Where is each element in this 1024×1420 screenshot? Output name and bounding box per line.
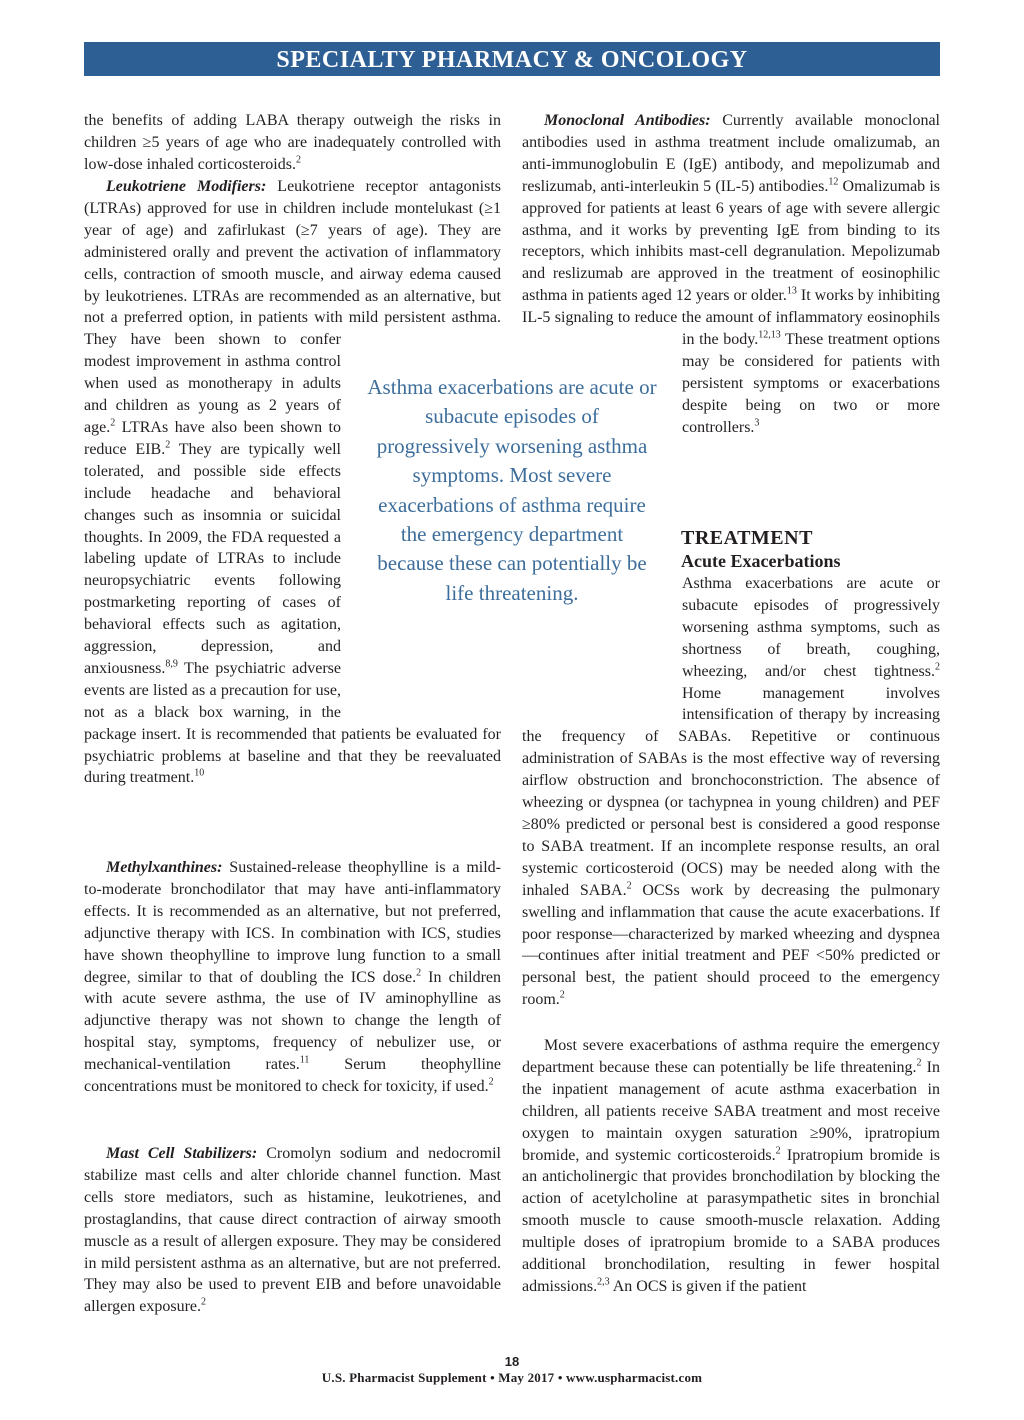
section-banner: SPECIALTY PHARMACY & ONCOLOGY [84, 42, 940, 76]
citation-ref: 2 [110, 417, 116, 429]
col2-paragraph-severe-exacerbations [522, 1035, 940, 1298]
citation-ref: 11 [299, 1054, 310, 1066]
citation-ref: 2 [201, 1297, 206, 1309]
body-text: Omalizumab is approved for patients at least 6 years of age with severe allergic asthma, and it works by preventing IgE from binding to its receptors, which inhibits mast-cell degranulation. Mepolizumab and reslizumab are approved in the treatment of eosinophilic asthma in patients aged 12 years or older. [522, 177, 941, 305]
body-text: Serum theophylline concentrations must be monitored to check for toxicity, if used. [84, 1056, 501, 1096]
body-text: Home management involves intensification of therapy by increasing the frequency of SABAs. Repetitive or continuous administration of SABAs is the most effective way of reversing airflow obstruction and bronchoconstriction. The absence of wheezing or dyspnea (or tachypnea in young children) and PEF ≥80% predicted or personal best is considered a good response to SABA treatment. If an incomplete response results, an oral systemic corticosteroid (OCS) may be needed along with the inhaled SABA. [522, 684, 940, 899]
body-text: OCSs work by decreasing the pulmonary swelling and inflammation that cause the acute exacerbations. If poor response—characterized by marked wheezing and dyspnea—continues after initial treatment and PEF <50% predicted or personal best, the patient should proceed to the emergency room. [522, 881, 940, 1009]
col1-paragraph-methylxanthines [84, 857, 501, 1098]
citation-ref: 2 [775, 1145, 781, 1157]
body-text: Asthma exacerbations are acute or subacute episodes of progressively worsening asthma symptoms, such as shortness of breath, coughing, wheezing, and/or chest tightness. [682, 575, 940, 680]
subsection-heading-acute-exacerbations: Acute Exacerbations [681, 551, 841, 571]
wrap-spacer [522, 573, 682, 705]
page-number: 18 [504, 1354, 520, 1369]
citation-ref: 2,3 [597, 1276, 610, 1288]
citation-ref: 2 [165, 439, 171, 451]
citation-ref: 12,13 [758, 329, 781, 341]
subheading-leukotriene-modifiers: Leukotriene Modifiers: [106, 178, 267, 195]
body-text: In the inpatient management of acute asthma exacerbation in children, all patients receive SABA treatment and most receive oxygen to maintain oxygen saturation ≥90%, ipratropium bromide, and systemic corticosteroids. [522, 1058, 941, 1164]
body-text: In children with acute severe asthma, the use of IV aminophylline as adjunctive therapy was not shown to change the length of hospital stay, symptoms, frequency of nebulizer use, or mechanical-ventilation rates. [84, 968, 502, 1074]
pull-quote: Asthma exacerbations are acute or subacute episodes of progressively worsening asthma symptoms. Most severe exacerbations of asthma require the emergency department because these can potentially be life threatening. [367, 375, 657, 605]
wrap-spacer [522, 334, 682, 512]
body-text: They are typically well tolerated, and possible side effects include headache and behavioral changes such as insomnia or suicidal thoughts. In 2009, the FDA requested a labeling update of LTRAs to include neuropsychiatric events following postmarketing reporting of cases of behavioral effects such as agitation, aggression, depression, and anxiousness. [84, 440, 342, 677]
citation-ref: 2 [559, 989, 565, 1001]
body-text: These treatment options may be considered for patients with persistent symptoms or exacerbations despite being on two or more controllers. [682, 331, 941, 436]
col2-paragraph-monoclonal [522, 110, 940, 512]
body-text: Cromolyn sodium and nedocromil stabilize mast cells and alter chloride channel function. Mast cells store mediators, such as histamine, leukotrienes, and prostaglandins, that cause direct contraction of airway smooth muscle as a result of allergen exposure. They may be considered in mild persistent asthma as an alternative, but are not preferred. They may also be used to prevent EIB and before unavoidable allergen exposure. [84, 1145, 501, 1316]
citation-ref: 12 [828, 176, 839, 188]
citation-ref: 3 [754, 417, 760, 429]
col1-paragraph-mast-cell [84, 1143, 501, 1318]
footer-publication-line: U.S. Pharmacist Supplement • May 2017 • www.uspharmacist.com [321, 1370, 703, 1385]
citation-ref: 2 [916, 1057, 922, 1069]
citation-ref: 2 [295, 154, 301, 166]
body-text: Sustained-release theophylline is a mild-to-moderate bronchodilator that may have anti-inflammatory effects. It is recommended as an alternative, but not preferred, adjunctive therapy with ICS. In combination with ICS, studies have shown theophylline to improve lung function to a small degree, similar to that of doubling the ICS dose. [84, 859, 501, 986]
body-text: Most severe exacerbations of asthma require the emergency department because these can potentially be life threatening. [522, 1037, 940, 1076]
col2-paragraph-acute-exacerbations [522, 573, 940, 1011]
body-text: Leukotriene receptor antagonists (LTRAs) approved for use in children include montelukast (≥1 year of age) and zafirlukast (≥7 years of age). They are administered orally and prevent the activation of inflammatory cells, contraction of smooth muscle, and airway edema caused by leukotrienes. LTRAs are recommended as an alternative, but not a preferred option, in patients with mild persistent asthma. They have been shown to confer modest improvement in asthma control when used as monotherapy in adults and children as young as 2 years of age. [84, 178, 501, 436]
citation-ref: 13 [786, 285, 797, 297]
body-text: the benefits of adding LABA therapy outweigh the risks in children ≥5 years of age who are inadequately controlled with low-dose inhaled corticosteroids. [84, 112, 501, 173]
body-text: LTRAs have also been shown to reduce EIB. [84, 418, 341, 458]
subheading-monoclonal-antibodies: Monoclonal Antibodies: [544, 112, 711, 129]
citation-ref: 10 [194, 768, 205, 780]
citation-ref: 8,9 [165, 658, 178, 670]
body-text: The psychiatric adverse events are listed as a precaution for use, not as a black box warning, in the package insert. It is recommended that patients be evaluated for psychiatric problems at baseline and that they be reevaluated during treatment. [84, 659, 501, 787]
subheading-methylxanthines: Methylxanthines: [106, 859, 223, 876]
body-text: Ipratropium bromide is an anticholinergic that provides bronchodilation by blocking the action of acetylcholine at parasympathetic sites in bronchial smooth muscle to cause smooth-muscle relaxation. Adding multiple doses of ipratropium bromide to a SABA produces additional bronchodilation, resulting in fewer hospital admissions. [522, 1146, 940, 1295]
citation-ref: 2 [488, 1076, 494, 1088]
body-text: Currently available monoclonal antibodies used in asthma treatment include omalizumab, an anti-immunoglobulin E (IgE) antibody, and mepolizumab and reslizumab, anti-interleukin 5 (IL-5) antibodies. [522, 112, 940, 195]
citation-ref: 2 [626, 880, 632, 892]
citation-ref: 2 [935, 661, 940, 673]
body-text: It works by inhibiting IL-5 signaling to reduce the amount of inflammatory eosinophils in the body. [522, 287, 941, 349]
subheading-mast-cell-stabilizers: Mast Cell Stabilizers: [106, 1145, 258, 1162]
section-heading-treatment: TREATMENT [681, 527, 813, 549]
citation-ref: 2 [416, 967, 422, 979]
body-text: An OCS is given if the patient [609, 1277, 807, 1295]
col1-paragraph-laba [84, 110, 501, 176]
